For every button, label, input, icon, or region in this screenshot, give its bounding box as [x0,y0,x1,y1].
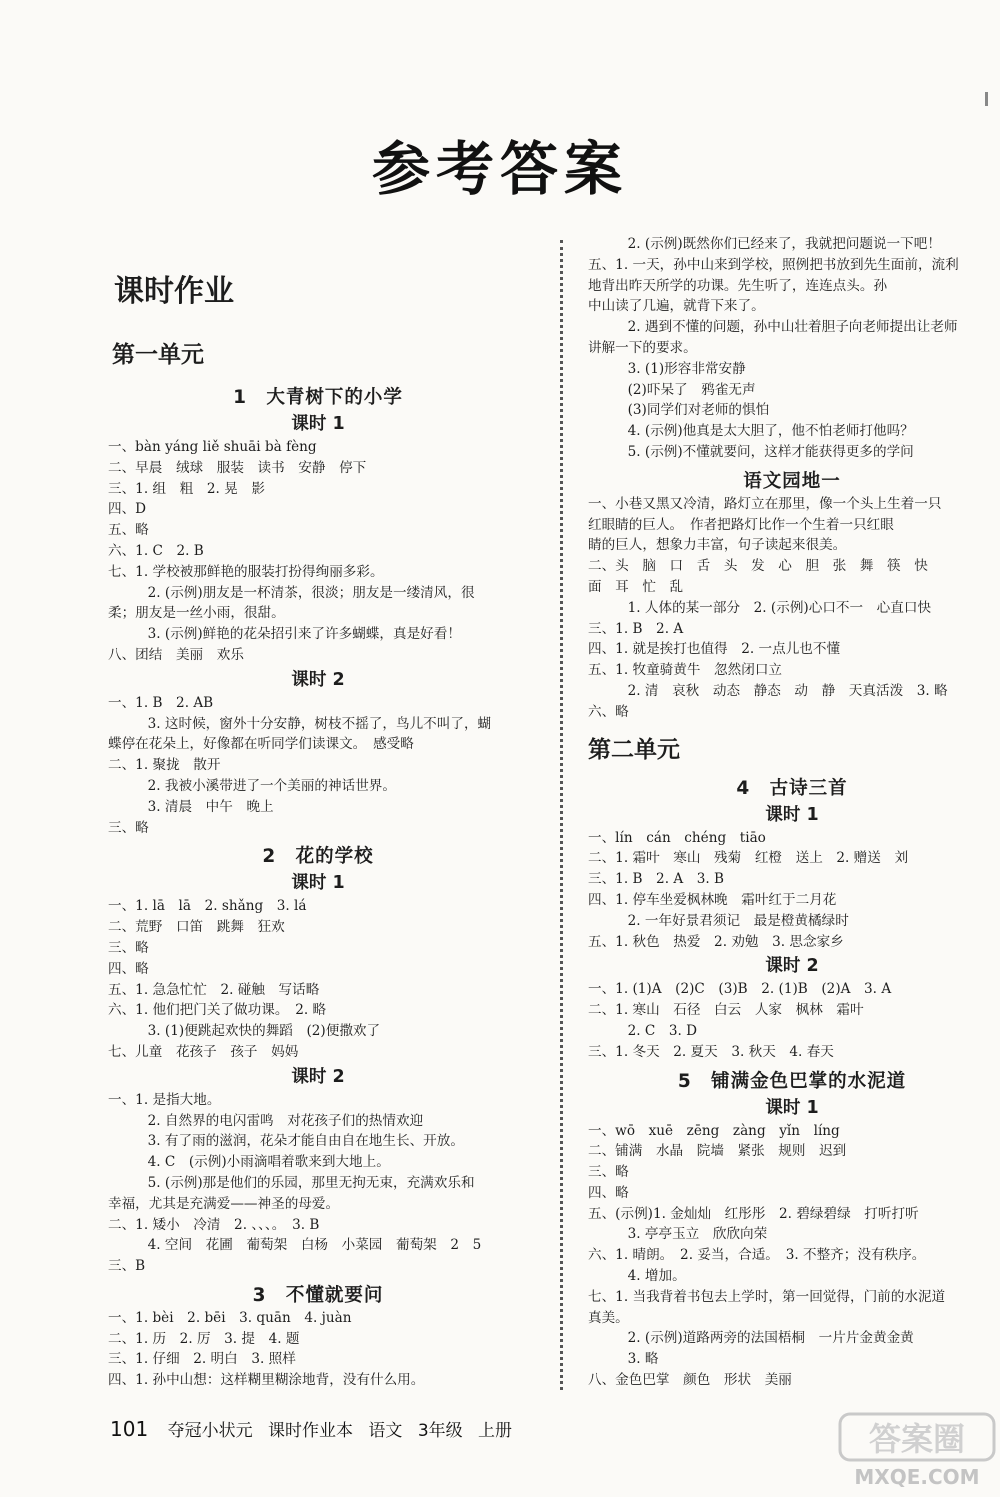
answer-line: 5. (示例)不懂就要问，这样才能获得更多的学问 [614,443,914,460]
lesson-period: 课时 2 [291,669,345,690]
page-title: 参考答案 [371,135,628,203]
answer-line: 三、略 [108,939,149,956]
answer-line: 3. (1)便跳起欢快的舞蹈 (2)便撒欢了 [134,1023,381,1040]
lesson-title: 4 古诗三首 [736,777,848,799]
lesson-title: 1 大青树下的小学 [233,387,403,408]
answer-line: 2. (示例)朋友是一杯清茶，很淡；朋友是一缕清风，很 [134,584,475,601]
answer-line: 一、1. lā lā 2. shǎng 3. lá [108,898,307,915]
answer-line: 1. 人体的某一部分 2. (示例)心口不一 心直口快 [614,599,932,616]
answer-line: 三、略 [108,819,149,836]
answer-line: 六、1. 晴朗。 2. 妥当，合适。 3. 不整齐；没有秩序。 [588,1247,926,1264]
answer-line: 柔；朋友是一丝小雨，很甜。 [108,605,285,622]
answer-line: 一、wō xuē zēng zàng yǐn líng [588,1122,840,1139]
answer-line: 四、1. 停车坐爱枫林晚 霜叶红于二月花 [588,891,837,908]
answer-line: 讲解一下的要求。 [588,339,697,356]
book-name: 夺冠小状元 [167,1421,253,1441]
answer-line: 二、铺满 水晶 院墙 紧张 规则 迟到 [588,1143,847,1160]
answer-line: 二、1. 霜叶 寒山 残菊 红橙 送上 2. 赠送 刘 [588,850,909,867]
answer-line: 五、略 [108,522,149,539]
answer-line: 三、1. 冬天 2. 夏天 3. 秋天 4. 春天 [588,1043,834,1060]
page-number: 101 [110,1417,149,1441]
answer-line: 二、1. 矮小 冷清 2. 、、、。 3. B [108,1216,320,1233]
answer-line: 中山读了几遍，就背下来了。 [588,298,765,315]
answer-line: 二、1. 寒山 石径 白云 人家 枫林 霜叶 [588,1002,864,1019]
answer-line: 四、略 [108,960,149,977]
answer-line: 七、1. 当我背着书包去上学时，第一回觉得，门前的水泥道 [588,1288,946,1305]
answer-line: 三、1. 仔细 2. 明白 3. 照样 [108,1351,296,1368]
lesson-title: 语文园地一 [743,470,841,492]
answer-line: 七、儿童 花孩子 孩子 妈妈 [108,1043,299,1060]
answer-line: 三、1. 组 粗 2. 晃 影 [108,480,265,497]
answer-line: 4. 空间 花圃 葡萄架 白杨 小菜园 葡萄架 2 5 [134,1237,482,1254]
answer-line: (2)吓呆了 鸦雀无声 [614,381,756,398]
answer-line: 二、1. 历 2. 厉 3. 提 4. 题 [108,1330,300,1347]
section-title: 课时作业 [114,274,234,309]
answer-line: 2. C 3. D [614,1022,698,1039]
answer-line: 3. (示例)鲜艳的花朵招引来了许多蝴蝶，真是好看！ [134,626,461,643]
answer-line: 3. 这时候，窗外十分安静，树枝不摇了，鸟儿不叫了，蝴 [134,715,492,732]
lesson-period: 课时 1 [765,804,819,825]
answer-line: 一、1. B 2. AB [108,694,214,711]
left-column [108,232,528,1391]
lesson-title: 5 铺满金色巴掌的水泥道 [677,1070,907,1092]
column-divider [560,240,563,1390]
lesson-period: 课时 2 [765,956,819,977]
answer-line: 蝶停在花朵上，好像都在听同学们读课文。 感受略 [108,736,414,753]
answer-line: 地背出昨天所学的功课。先生听了，连连点头。孙 [588,277,888,294]
answer-line: 红眼睛的巨人。 作者把路灯比作一个生着一只红眼 [588,516,894,533]
answer-line: 2. (示例)既然你们已经来了，我就把问题说一下吧！ [614,236,941,252]
answer-line: 2. 自然界的电闪雷鸣 对花孩子们的热情欢迎 [134,1112,424,1129]
answer-line: 睛的巨人，想象力丰富，句子读起来很美。 [588,537,847,554]
scan-mark [985,92,988,106]
answer-line: 七、1. 学校被那鲜艳的服装打扮得绚丽多彩。 [108,563,384,580]
answer-line: 八、金色巴掌 颜色 形状 美丽 [588,1372,792,1389]
watermark-logo [838,1410,996,1490]
answer-line: 4. C (示例)小雨滴唱着歌来到大地上。 [134,1154,390,1171]
right-column [588,234,996,1391]
answer-line: 三、1. B 2. A [588,620,684,637]
lesson-period: 课时 2 [291,1066,345,1087]
lesson-period: 课时 1 [291,873,345,894]
answer-line: 3. 有了雨的滋润，花朵才能自由自在地生长、开放。 [134,1133,464,1150]
answer-line: 三、1. B 2. A 3. B [588,871,725,888]
answer-line: 一、1. 是指大地。 [108,1091,221,1108]
answer-line: 二、早晨 绒球 服装 读书 安静 停下 [108,459,367,476]
answer-line: 八、团结 美丽 欢乐 [108,646,244,663]
answer-line: 3. 清晨 中午 晚上 [134,798,274,815]
answer-line: 二、头 脑 口 舌 头 发 心 胆 张 舞 筷 快 [588,558,928,575]
answer-line: 幸福，尤其是充满爱——神圣的母爱。 [108,1195,340,1212]
answer-line: 3. 亭亭玉立 欣欣向荣 [614,1226,768,1243]
lesson-period: 课时 1 [291,414,345,434]
answer-line: 5. (示例)那是他们的乐园，那里无拘无束，充满欢乐和 [134,1174,475,1191]
book-grade: 3年级 [417,1421,463,1441]
answer-line: 2. 我被小溪带进了一个美丽的神话世界。 [134,777,396,794]
page-footer [110,1416,522,1441]
answer-line: 五、1. 秋色 热爱 2. 劝勉 3. 思念家乡 [588,933,844,950]
answer-line: 4. (示例)他真是太大胆了，他不怕老师打他吗？ [614,423,914,440]
answer-line: 一、1. (1)A (2)C (3)B 2. (1)B (2)A 3. A [588,981,892,998]
answer-line: 真美。 [588,1309,629,1326]
lesson-period: 课时 1 [765,1097,819,1118]
answer-line: 三、B [108,1258,146,1275]
answer-line: 五、(示例)1. 金灿灿 红彤彤 2. 碧绿碧绿 打听打听 [588,1205,919,1222]
unit-title: 第二单元 [588,736,680,763]
answer-line: 五、1. 急急忙忙 2. 碰触 写话略 [108,981,320,998]
answer-line: 2. 遇到不懂的问题，孙中山壮着胆子向老师提出让老师 [614,319,958,336]
answer-line: 四、略 [588,1184,629,1201]
watermark-url: MXQE.COM [854,1465,980,1489]
book-subject: 语文 [368,1421,403,1441]
answer-line: 四、1. 孙中山想：这样糊里糊涂地背，没有什么用。 [108,1372,425,1389]
answer-line: 2. 清 哀秋 动态 静态 动 静 天真活泼 3. 略 [614,682,948,699]
book-series: 课时作业本 [268,1421,353,1441]
answer-line: 二、1. 聚拢 散开 [108,757,221,774]
answer-line: 一、小巷又黑又冷清，路灯立在那里，像一个头上生着一只 [588,495,942,512]
unit-title: 第一单元 [112,342,204,368]
answer-line: 一、lín cán chéng tiāo [588,829,766,846]
answer-line: 四、D [108,501,147,518]
answer-line: 一、bàn yáng liě shuāi bà fèng [108,439,317,455]
answer-line: 2. (示例)道路两旁的法国梧桐 一片片金黄金黄 [614,1330,914,1347]
watermark-text: 答案圈 [868,1420,966,1458]
answer-line: 4. 增加。 [614,1268,686,1285]
answer-line: 六、1. 他们把门关了做功课。 2. 略 [108,1002,327,1019]
answer-line: 3. (1)形容非常安静 [614,360,746,377]
answer-line: 一、1. bèi 2. bēi 3. quān 4. juàn [108,1309,352,1326]
answer-line: 五、1. 一天，孙中山来到学校，照例把书放到先生面前，流利 [588,256,959,273]
answer-line: 四、1. 就是挨打也值得 2. 一点儿也不懂 [588,641,841,658]
book-volume: 上册 [478,1421,513,1441]
answer-line: 五、1. 牧童骑黄牛 忽然闭口立 [588,662,783,679]
lesson-title: 2 花的学校 [262,846,374,868]
answer-line: 2. 一年好景君须记 最是橙黄橘绿时 [614,912,849,929]
answer-line: 三、略 [588,1164,629,1181]
answer-line: 面 耳 忙 乱 [588,578,684,595]
lesson-title: 3 不懂就要问 [252,1284,384,1306]
answer-line: 六、1. C 2. B [108,542,204,559]
answer-line: 六、略 [588,703,629,720]
answer-line: (3)同学们对老师的惧怕 [614,402,770,419]
answer-line: 3. 略 [614,1351,659,1368]
answer-line: 二、荒野 口笛 跳舞 狂欢 [108,919,285,936]
